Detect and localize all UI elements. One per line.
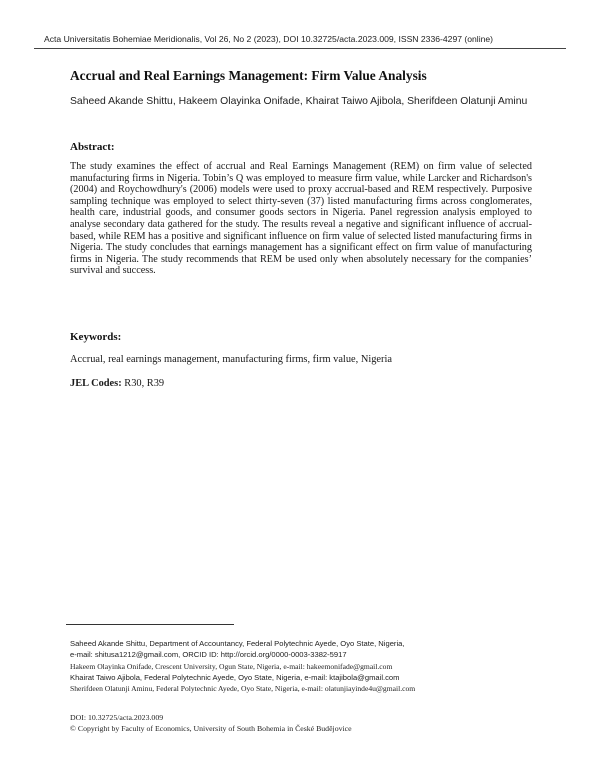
header-divider — [34, 48, 566, 49]
paper-title: Accrual and Real Earnings Management: Firm Value Analysis — [70, 68, 427, 83]
footer-copyright: © Copyright by Faculty of Economics, University of South Bohemia in České Budějovice — [70, 724, 352, 733]
footnote-line: e-mail: shitusa1212@gmail.com, ORCID ID: http://orcid.org/0000-0003-3382-5917 — [70, 650, 347, 660]
jel-codes — [70, 378, 540, 389]
footnote-line: Khairat Taiwo Ajibola, Federal Polytechnic Ayede, Oyo State, Nigeria, e-mail: ktajibola@gmail.com — [70, 672, 400, 682]
footnote-line: Sherifdeen Olatunji Aminu, Federal Polytechnic Ayede, Oyo State, Nigeria, e-mail: olatunjiayinde4u@gmail.com — [70, 684, 416, 694]
page-footer — [70, 712, 550, 734]
running-header: Acta Universitatis Bohemiae Meridionalis, Vol 26, No 2 (2023), DOI 10.32725/acta.2023.009, ISSN 2336-4297 (online) — [44, 34, 494, 44]
keywords-text: Accrual, real earnings management, manufacturing firms, firm value, Nigeria — [70, 354, 392, 365]
keywords-heading: Keywords: — [70, 331, 122, 343]
abstract-heading: Abstract: — [70, 141, 115, 153]
footnote-line: Hakeem Olayinka Onifade, Crescent University, Ogun State, Nigeria, e-mail: hakeemonifade@gmail.com — [70, 661, 393, 671]
footnote-divider — [66, 624, 234, 625]
jel-codes-label: JEL Codes: — [70, 378, 122, 389]
footnote-line: Saheed Akande Shittu, Department of Accountancy, Federal Polytechnic Ayede, Oyo State, Nigeria, — [70, 639, 405, 648]
author-list: Saheed Akande Shittu, Hakeem Olayinka Onifade, Khairat Taiwo Ajibola, Sherifdeen Olatunji Aminu — [70, 96, 528, 107]
author-footnotes — [70, 638, 540, 694]
jel-codes-value: R30, R39 — [121, 378, 165, 389]
footer-doi: DOI: 10.32725/acta.2023.009 — [70, 713, 164, 722]
abstract-text: The study examines the effect of accrual and Real Earnings Management (REM) on firm value of selected manufacturing firms in Nigeria. Tobin’s Q was employed to measure firm value, while Larcker and Richardson's (2004) and Roychowdhury's (2006) models were used to proxy accrual-based and REM respectively. Purposive sampling technique was employed to select thirty-seven (37) listed manufacturing firms across conglomerates, health care, industrial goods, and consumer goods sectors in Nigeria. Panel regression analysis employed to analyse secondary data gathered for the study. The results reveal a negative and significant influence of accrual-based, while REM has a positive and significant influence on firm value of selected listed manufacturing firms in Nigeria. The study concludes that earnings management has a significant effect on firm value of manufacturing firms in Nigeria. The study recommends that REM be used only when absolutely necessary for the companies’ survival and success. — [70, 161, 532, 277]
